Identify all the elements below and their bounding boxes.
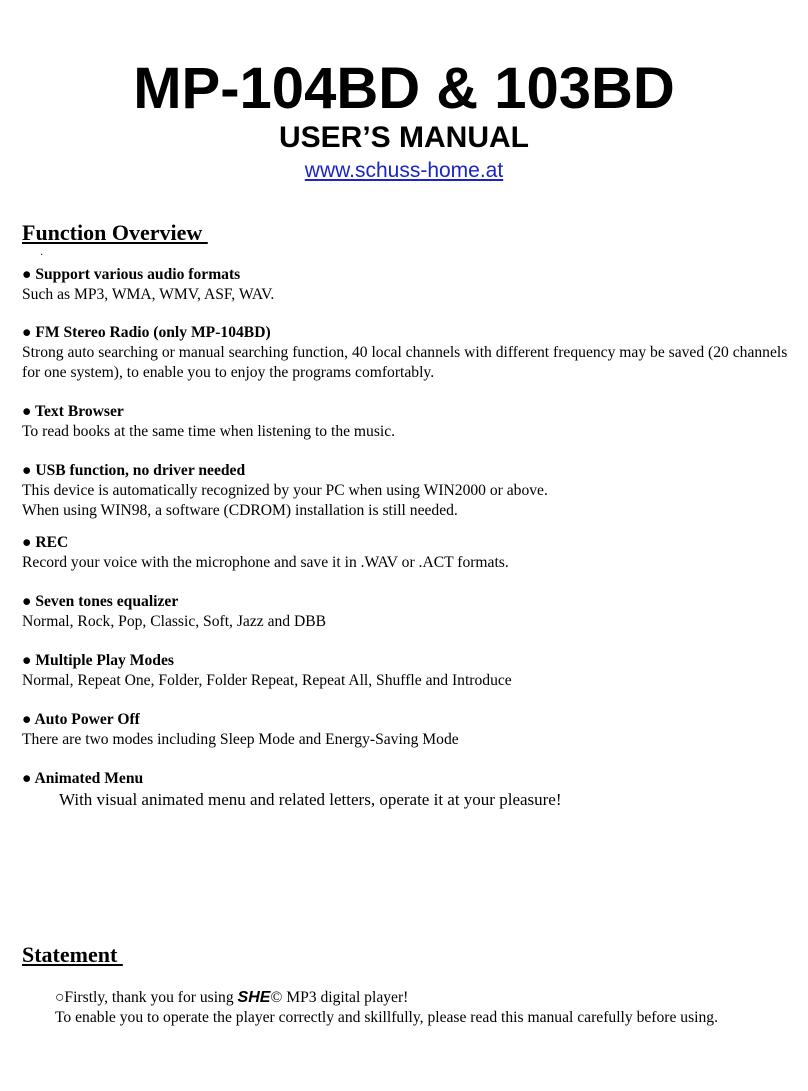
feature-title: ● Text Browser: [22, 403, 124, 420]
feature-usb: [22, 461, 802, 521]
feature-description-extra: When using WIN98, a software (CDROM) installation is still needed.: [22, 502, 458, 519]
stray-dot-mark: ·: [40, 250, 44, 261]
feature-description: This device is automatically recognized by your PC when using WIN2000 or above.: [22, 482, 548, 499]
feature-title: ● Auto Power Off: [22, 711, 140, 728]
brand-name: SHE: [237, 989, 271, 1006]
statement-line-1: ○Firstly, thank you for using SHE© MP3 digital player!: [55, 989, 409, 1006]
feature-animated-menu: [22, 769, 802, 811]
statement-heading: Statement: [22, 942, 123, 967]
document-title: MP-104BD & 103BD: [133, 56, 675, 121]
feature-description: To read books at the same time when listening to the music.: [22, 423, 396, 440]
website-link[interactable]: www.schuss-home.at: [304, 159, 504, 182]
feature-title: ● USB function, no driver needed: [22, 462, 246, 479]
bullet-icon: ●: [22, 593, 32, 610]
feature-audio-formats: [22, 265, 802, 305]
feature-title: ● Seven tones equalizer: [22, 593, 179, 610]
feature-title: ● REC: [22, 534, 69, 551]
statement-line-2: To enable you to operate the player correctly and skillfully, please read this manual carefully before using.: [55, 1009, 718, 1026]
bullet-icon: ●: [22, 266, 32, 283]
feature-description: Normal, Repeat One, Folder, Folder Repeat, Repeat All, Shuffle and Introduce: [22, 672, 512, 689]
feature-title: ● FM Stereo Radio (only MP-104BD): [22, 324, 271, 341]
bullet-icon: ●: [22, 462, 32, 479]
feature-title: ● Animated Menu: [22, 770, 144, 787]
statement-body: [55, 988, 802, 1028]
feature-description: Record your voice with the microphone and save it in .WAV or .ACT formats.: [22, 554, 509, 571]
feature-fm-radio: [22, 323, 802, 383]
document-subtitle: USER’S MANUAL: [278, 121, 529, 154]
feature-description: Such as MP3, WMA, WMV, ASF, WAV.: [22, 286, 275, 303]
bullet-icon: ●: [22, 534, 32, 551]
feature-auto-power-off: [22, 710, 802, 750]
feature-description: There are two modes including Sleep Mode and Energy-Saving Mode: [22, 731, 459, 748]
feature-title: ● Support various audio formats: [22, 266, 241, 283]
bullet-icon: ●: [22, 770, 32, 787]
bullet-icon: ●: [22, 324, 32, 341]
feature-description: Strong auto searching or manual searching function, 40 local channels with different frequency may be saved (20 channels for one system), to enable you to enjoy the programs comfortably.: [22, 344, 788, 381]
feature-play-modes: [22, 651, 802, 691]
feature-rec: [22, 533, 802, 573]
feature-text-browser: [22, 402, 802, 442]
bullet-icon: ●: [22, 652, 32, 669]
website-line: [0, 158, 808, 184]
circle-icon: ○: [55, 989, 65, 1006]
bullet-icon: ●: [22, 403, 32, 420]
function-overview-heading: Function Overview: [22, 220, 208, 245]
copyright-symbol: ©: [270, 989, 283, 1006]
feature-description: Normal, Rock, Pop, Classic, Soft, Jazz and DBB: [22, 613, 327, 630]
feature-title: ● Multiple Play Modes: [22, 652, 174, 669]
feature-description: With visual animated menu and related letters, operate it at your pleasure!: [59, 790, 562, 809]
feature-equalizer: [22, 592, 802, 632]
bullet-icon: ●: [22, 711, 32, 728]
